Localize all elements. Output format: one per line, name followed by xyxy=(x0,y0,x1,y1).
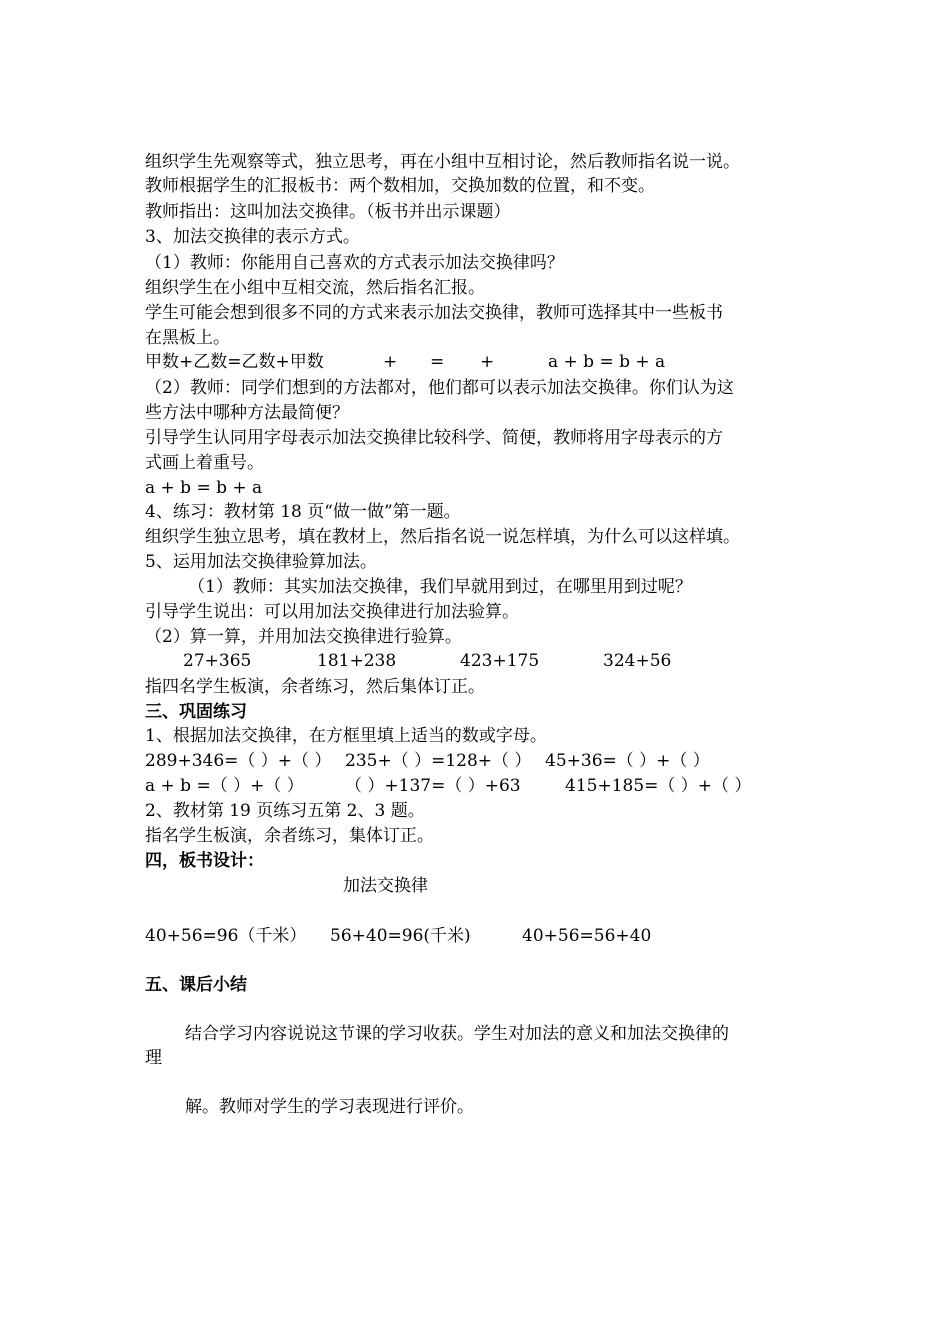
paragraph-line: （2）教师：同学们想到的方法都对，他们都可以表示加法交换律。你们认为这 xyxy=(145,378,734,398)
exercise-item: a + b =（ ）+（ ） xyxy=(145,776,304,796)
exercise-item: 235+（ ）=128+（ ） xyxy=(345,751,532,771)
paragraph-line: 引导学生认同用字母表示加法交换律比较科学、简便，教师将用字母表示的方 xyxy=(145,428,723,448)
expression-letters: a + b = b + a xyxy=(548,352,666,372)
exercise-item: 324+56 xyxy=(603,651,672,671)
paragraph-line: 在黑板上。 xyxy=(145,328,230,348)
paragraph-line: 组织学生先观察等式，独立思考，再在小组中互相讨论，然后教师指名说一说。 xyxy=(145,152,740,172)
expression-symbol: + xyxy=(383,352,398,372)
expression-chinese: 甲数+乙数=乙数+甲数 xyxy=(145,352,324,372)
paragraph-line: 1、根据加法交换律，在方框里填上适当的数或字母。 xyxy=(145,726,547,746)
paragraph-line: 些方法中哪种方法最简便？ xyxy=(145,403,349,423)
board-equation: 40+56=56+40 xyxy=(522,926,652,946)
paragraph-line: 理 xyxy=(145,1048,162,1068)
board-equation: 40+56=96（千米） xyxy=(145,926,307,946)
paragraph-line: 引导学生说出：可以用加法交换律进行加法验算。 xyxy=(145,602,519,622)
paragraph-line: 教师根据学生的汇报板书：两个数相加，交换加数的位置，和不变。 xyxy=(145,176,655,196)
paragraph-line: 组织学生独立思考，填在教材上，然后指名说一说怎样填，为什么可以这样填。 xyxy=(145,527,740,547)
board-title: 加法交换律 xyxy=(343,876,428,896)
exercise-item: （ ）+137=（ ）+63 xyxy=(345,776,521,796)
section-heading: 三、巩固练习 xyxy=(145,702,247,722)
paragraph-line: 指名学生板演，余者练习，集体订正。 xyxy=(145,826,434,846)
section-heading: 四，板书设计： xyxy=(145,851,264,871)
expression-symbol: = xyxy=(430,352,445,372)
paragraph-line: 学生可能会想到很多不同的方式来表示加法交换律，教师可选择其中一些板书 xyxy=(145,303,723,323)
exercise-item: 423+175 xyxy=(460,651,540,671)
section-item-heading: 4、练习：教材第 18 页“做一做”第一题。 xyxy=(145,502,461,522)
paragraph-line: 组织学生在小组中互相交流，然后指名汇报。 xyxy=(145,278,485,298)
exercise-item: 45+36=（ ）+（ ） xyxy=(545,751,710,771)
paragraph-line: （2）算一算，并用加法交换律进行验算。 xyxy=(145,627,462,647)
paragraph-line: 指四名学生板演，余者练习，然后集体订正。 xyxy=(145,677,485,697)
exercise-item: 415+185=（ ）+（ ） xyxy=(565,776,752,796)
paragraph-line: 教师指出：这叫加法交换律。（板书并出示课题） xyxy=(145,202,511,222)
paragraph-line: （1）教师：其实加法交换律，我们早就用到过，在哪里用到过呢？ xyxy=(188,577,692,597)
exercise-item: 181+238 xyxy=(317,651,397,671)
section-item-heading: 5、运用加法交换律验算加法。 xyxy=(145,552,377,572)
paragraph-line: 式画上着重号。 xyxy=(145,453,264,473)
exercise-item: 27+365 xyxy=(183,651,252,671)
paragraph-line: 2、教材第 19 页练习五第 2、3 题。 xyxy=(145,801,425,821)
expression-symbol: + xyxy=(480,352,495,372)
section-item-heading: 3、加法交换律的表示方式。 xyxy=(145,227,360,247)
paragraph-line: 解。教师对学生的学习表现进行评价。 xyxy=(185,1097,474,1117)
formula-line: a + b = b + a xyxy=(145,478,263,498)
section-heading: 五、课后小结 xyxy=(145,975,247,995)
board-equation: 56+40=96(千米) xyxy=(330,926,471,946)
paragraph-line: （1）教师：你能用自己喜欢的方式表示加法交换律吗？ xyxy=(145,253,564,273)
exercise-item: 289+346=（ ）+（ ） xyxy=(145,751,332,771)
paragraph-line: 结合学习内容说说这节课的学习收获。学生对加法的意义和加法交换律的 xyxy=(185,1024,729,1044)
